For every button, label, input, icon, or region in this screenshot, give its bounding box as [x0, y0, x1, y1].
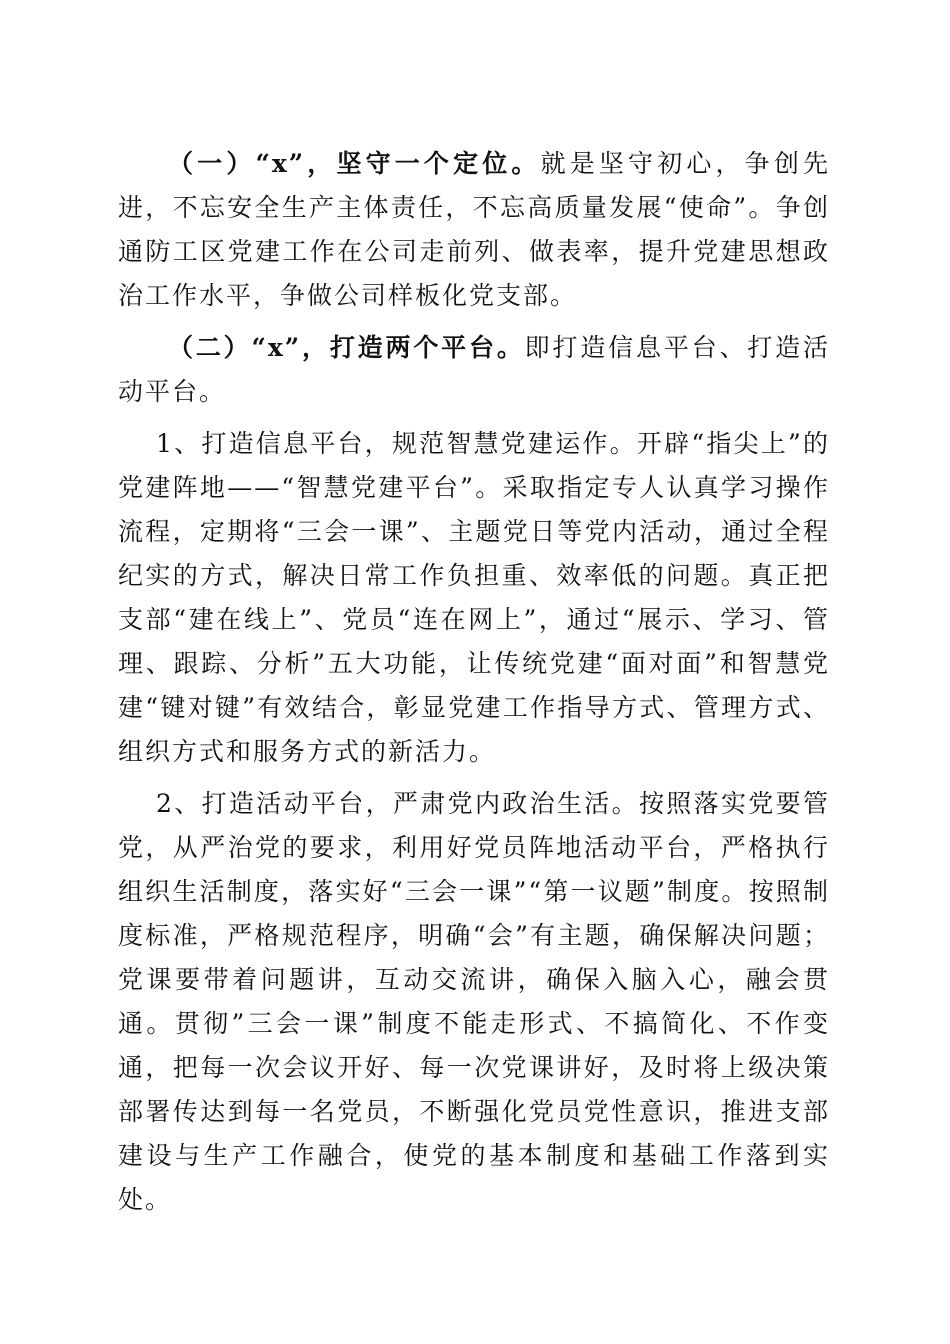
section-one-text: 就是坚守初心，争创先进，不忘安全生产主体责任，不忘高质量发展“使命”。争创通防工区党建工作在公司走前列、做表率，提升党建思想政治工作水平，争做公司样板化党支部。 — [118, 149, 830, 310]
section-one-paragraph — [118, 142, 830, 318]
paragraph-gap — [118, 318, 830, 326]
item-two-paragraph: 2、打造活动平台，严肃党内政治生活。按照落实党要管党，从严治党的要求，利用好党员阵地活动平台，严格执行组织生活制度，落实好“三会一课”“第一议题”制度。按照制度标准，严格规范程序，明确“会”有主题，确保解决问题；党课要带着问题讲，互动交流讲，确保入脑入心，融会贯通。贯彻”三会一课”制度不能走形式、不搞简化、不作变通，把每一次会议开好、每一次党课讲好，及时将上级决策部署传达到每一名党员，不断强化党员党性意识，推进支部建设与生产工作融合，使党的基本制度和基础工作落到实处。 — [118, 789, 830, 1214]
paragraph-gap — [118, 414, 830, 422]
section-one-heading: （一）“x”，坚守一个定位。 — [168, 149, 541, 178]
section-two-paragraph — [118, 326, 830, 414]
document-body — [118, 142, 830, 1222]
item-one-paragraph: 1、打造信息平台，规范智慧党建运作。开辟“指尖上”的党建阵地——“智慧党建平台”。采取指定专人认真学习操作流程，定期将“三会一课”、主题党日等党内活动，通过全程纪实的方式，解决日常工作负担重、效率低的问题。真正把支部“建在线上”、党员“连在网上”，通过“展示、学习、管理、跟踪、分析”五大功能，让传统党建“面对面”和智慧党建“键对键”有效结合，彰显党建工作指导方式、管理方式、组织方式和服务方式的新活力。 — [118, 429, 830, 766]
section-two-text: 即打造信息平台、打造活动平台。 — [118, 333, 830, 406]
paragraph-gap — [118, 774, 830, 782]
section-two-heading: （二）“x”，打造两个平台。 — [168, 333, 525, 362]
